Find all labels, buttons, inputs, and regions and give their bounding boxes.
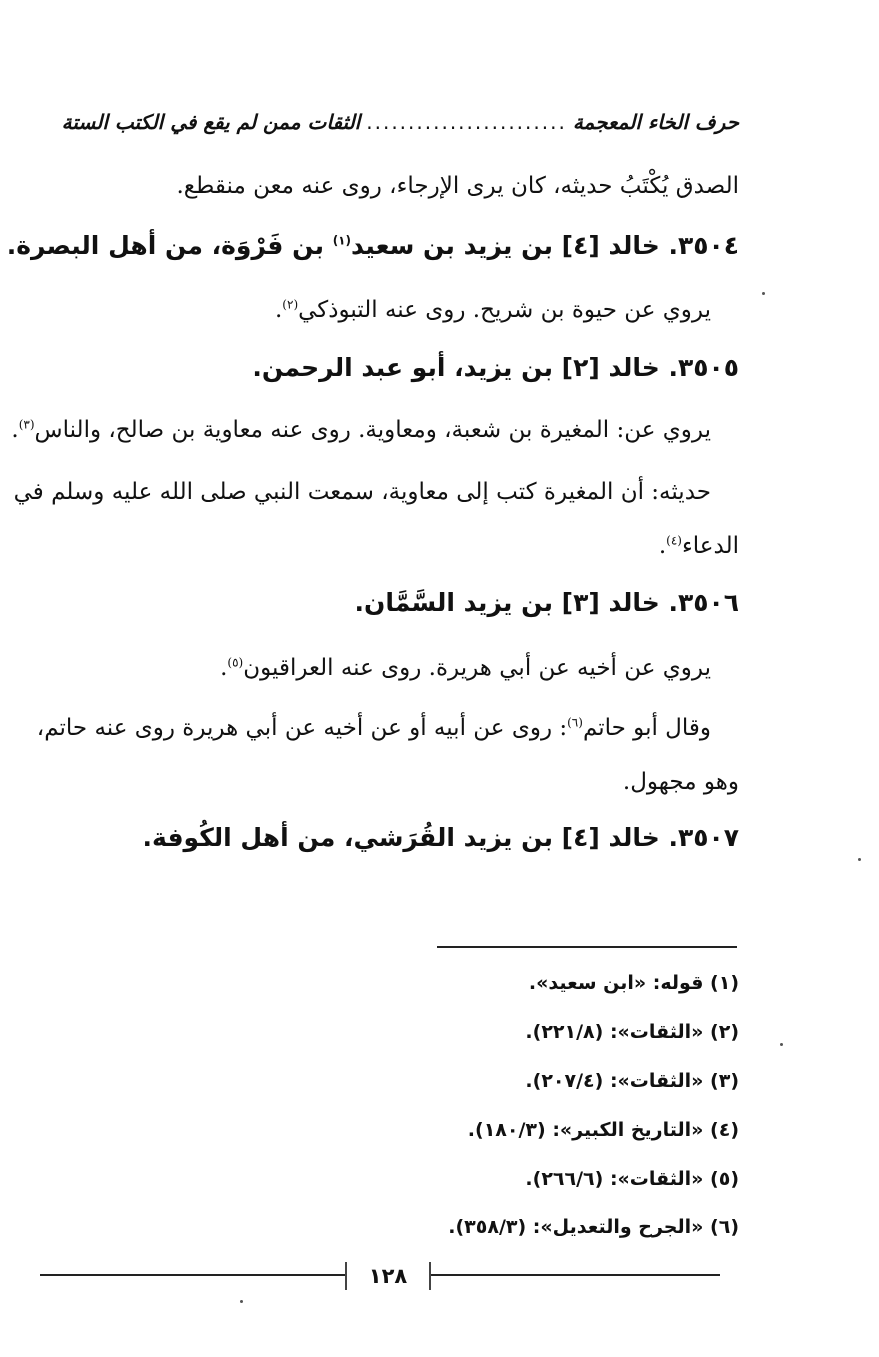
footnote-1: (١) قوله: «ابن سعيد».: [528, 972, 739, 994]
chapter-title: حرف الخاء المعجمة: [572, 110, 739, 134]
continuation-line: الصدق يُكْتَبُ حديثه، كان يرى الإرجاء، روى عنه معن منقطع.: [176, 173, 739, 199]
footnote-marker: (٥): [227, 655, 244, 670]
entry-text-3506: [220, 652, 711, 684]
paragraph-text: : روى عن أبيه أو عن أخيه عن أبي هريرة روى عنه حاتم،: [36, 715, 568, 741]
leader-dots: ........................: [366, 110, 567, 134]
paragraph-text: وقال أبو حاتم: [582, 715, 711, 741]
paragraph-text: يروي عن أخيه عن أبي هريرة. روى عنه العراقيون: [243, 655, 711, 681]
paragraph-text: .: [274, 297, 283, 323]
entry-heading-3504: [7, 228, 739, 264]
heading-text: بن فَرْوَة، من أهل البصرة.: [6, 231, 333, 260]
scan-speck: [762, 292, 765, 295]
footnote-marker: (٣): [18, 417, 35, 432]
footnote-5: (٥) «الثقات»: (٢٦٦/٦).: [525, 1168, 739, 1190]
entry-heading-3506: ٣٥٠٦. خالد [٣] بن يزيد السَّمَّان.: [354, 588, 739, 617]
footnote-marker: (٤): [666, 533, 682, 548]
footnote-marker: (٦): [567, 715, 583, 730]
entry-text-3504: [275, 294, 711, 326]
footnote-2: (٢) «الثقات»: (٢٢١/٨).: [525, 1021, 739, 1043]
paragraph-text: يروي عن حيوة بن شريح. روى عنه التبوذكي: [298, 297, 711, 323]
footnote-marker: (٢): [282, 297, 299, 312]
heading-text: ٣٥٠٤. خالد [٤] بن يزيد بن سعيد: [350, 231, 739, 260]
page-number: ١٢٨: [345, 1262, 431, 1290]
footnote-3: (٣) «الثقات»: (٢٠٧/٤).: [525, 1070, 739, 1092]
paragraph-text: .: [11, 417, 19, 443]
paragraph-text: .: [220, 655, 228, 681]
entry-quote-cont-3506: وهو مجهول.: [622, 769, 739, 795]
paragraph-text: .: [658, 533, 667, 559]
running-header: [61, 104, 739, 140]
paragraph-text: الدعاء: [681, 533, 739, 559]
entry-heading-3505: ٣٥٠٥. خالد [٢] بن يزيد، أبو عبد الرحمن.: [252, 353, 739, 382]
footnote-separator: [437, 946, 737, 948]
entry-hadith-3505: حديثه: أن المغيرة كتب إلى معاوية، سمعت النبي صلى الله عليه وسلم في: [13, 479, 711, 505]
scan-speck: [858, 858, 861, 861]
footnote-4: (٤) «التاريخ الكبير»: (١٨٠/٣).: [467, 1119, 739, 1141]
entry-hadith-cont-3505: [659, 530, 739, 562]
scan-speck: [780, 1043, 783, 1046]
scan-speck: [240, 1300, 243, 1303]
book-title: الثقات ممن لم يقع في الكتب الستة: [61, 110, 361, 134]
entry-heading-3507: ٣٥٠٧. خالد [٤] بن يزيد القُرَشي، من أهل الكُوفة.: [142, 823, 739, 852]
entry-text-3505: [11, 414, 711, 446]
footnote-6: (٦) «الجرح والتعديل»: (٣٥٨/٣).: [448, 1216, 739, 1238]
footnote-marker: (١): [332, 233, 351, 248]
paragraph-text: يروي عن: المغيرة بن شعبة، ومعاوية. روى عنه معاوية بن صالح، والناس: [34, 417, 711, 443]
entry-quote-3506: [37, 712, 711, 744]
